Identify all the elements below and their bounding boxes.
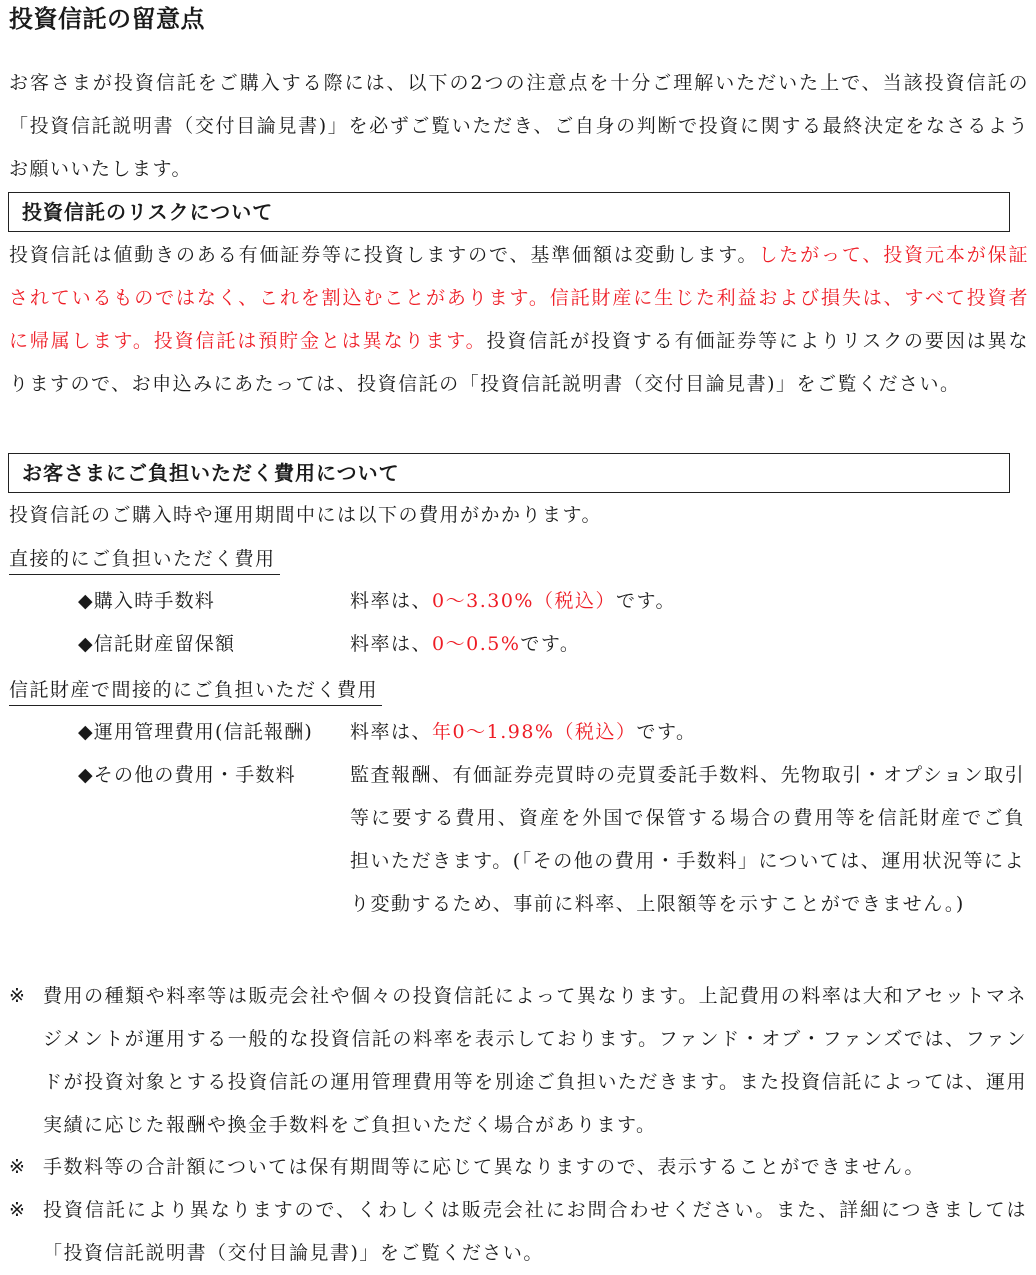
fee-rate: 料率は、0～0.5%です。: [350, 633, 581, 655]
fee-rate-value: 0～0.5%: [432, 633, 521, 655]
fee-rate-value: 年0～1.98%（税込）: [432, 721, 637, 743]
fee-name: ◆信託財産留保額: [78, 633, 236, 655]
indirect-cost-subheading: 信託財産で間接的にご負担いただく費用: [9, 675, 382, 706]
fee-rate: 料率は、0～3.30%（税込）です。: [350, 590, 676, 612]
risk-text-normal-2: 投資信託が投資する有価証券等によりリスクの要因は異なりますので、お申込みにあたっては、投資信託の「投資信託説明書（交付目論見書)」をご覧ください。: [9, 330, 1029, 395]
note-item: [9, 1146, 1027, 1189]
note-mark: ※: [9, 985, 27, 1007]
risk-text-normal: 投資信託は値動きのある有価証券等に投資しますので、基準価額は変動します。: [9, 244, 759, 266]
note-mark: ※: [9, 1199, 27, 1221]
fee-rate: 料率は、年0～1.98%（税込）です。: [350, 721, 697, 743]
note-item: [9, 1189, 1027, 1275]
risk-section-heading: 投資信託のリスクについて: [8, 192, 1010, 232]
cost-lead: 投資信託のご購入時や運用期間中には以下の費用がかかります。: [9, 504, 602, 526]
cost-section-heading: お客さまにご負担いただく費用について: [8, 453, 1010, 493]
document-title: 投資信託の留意点: [9, 5, 205, 33]
direct-cost-subheading: 直接的にご負担いただく費用: [9, 544, 280, 575]
note-mark: ※: [9, 1156, 27, 1178]
intro-paragraph: お客さまが投資信託をご購入する際には、以下の2つの注意点を十分ご理解いただいた上で、当該投資信託の「投資信託説明書（交付目論見書)」を必ずご覧いただき、ご自身の判断で投資に関する最終決定をなさるようお願いいたします。: [9, 72, 1029, 180]
note-item: [9, 975, 1027, 1147]
fee-rate-value: 0～3.30%（税込）: [432, 590, 616, 612]
risk-paragraph: [9, 234, 1029, 406]
fee-name: ◆運用管理費用(信託報酬): [78, 721, 314, 743]
risk-text-emphasis: したがって、投資元本が保証されているものではなく、これを割込むことがあります。信託財産に生じた利益および損失は、すべて投資者に帰属します。投資信託は預貯金とは異なります。: [9, 244, 1029, 352]
fee-name: ◆その他の費用・手数料: [78, 764, 296, 786]
note-text: 投資信託により異なりますので、くわしくは販売会社にお問合わせください。また、詳細につきましては「投資信託説明書（交付目論見書)」をご覧ください。: [43, 1199, 1027, 1264]
fee-description: 監査報酬、有価証券売買時の売買委託手数料、先物取引・オプション取引等に要する費用、資産を外国で保管する場合の費用等を信託財産でご負担いただきます。(「その他の費用・手数料」については、運用状況等により変動するため、事前に料率、上限額等を示すことができません。): [350, 764, 1025, 915]
note-text: 手数料等の合計額については保有期間等に応じて異なりますので、表示することができません。: [43, 1156, 925, 1178]
note-text: 費用の種類や料率等は販売会社や個々の投資信託によって異なります。上記費用の料率は大和アセットマネジメントが運用する一般的な投資信託の料率を表示しております。ファンド・オブ・ファンズでは、ファンドが投資対象とする投資信託の運用管理費用等を別途ご負担いただきます。また投資信託によっては、運用実績に応じた報酬や換金手数料をご負担いただく場合があります。: [43, 985, 1027, 1136]
fee-name: ◆購入時手数料: [78, 590, 216, 612]
